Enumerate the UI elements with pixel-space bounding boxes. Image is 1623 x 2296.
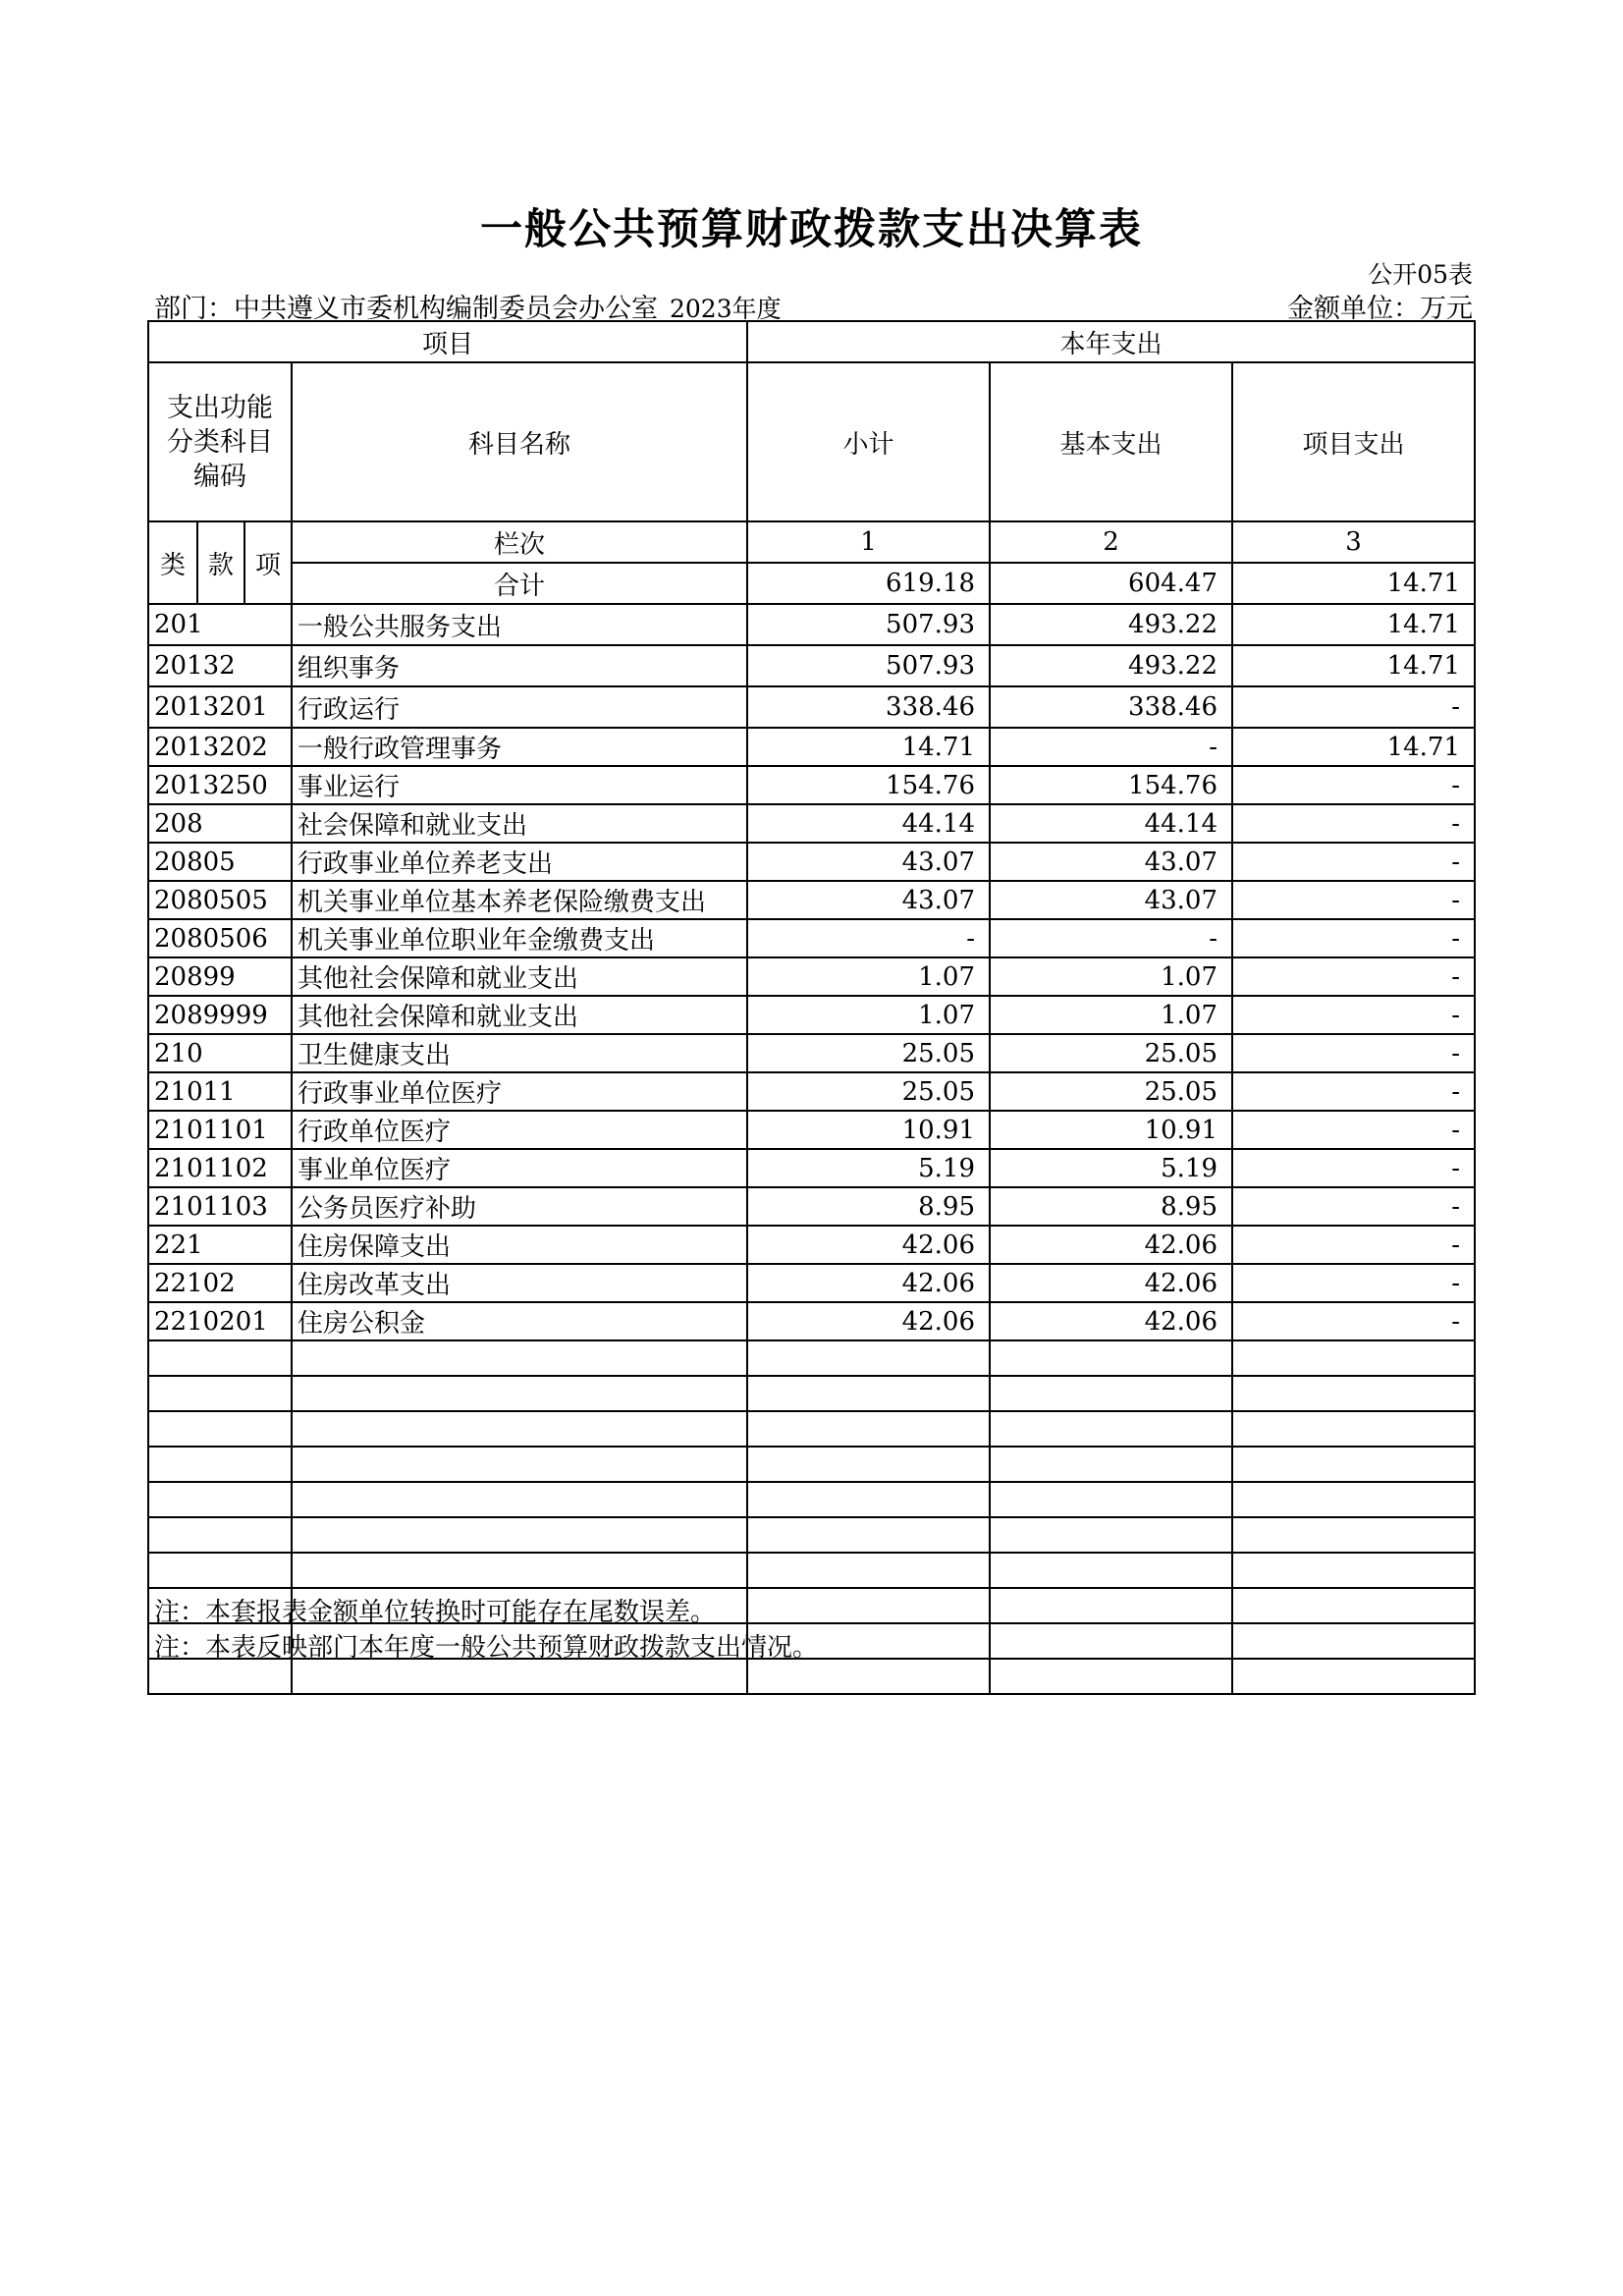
table-row: [148, 957, 1475, 996]
table-row: [148, 881, 1475, 919]
row-code: 20132: [148, 645, 292, 686]
row-name: [292, 1411, 747, 1447]
row-code: 2101102: [148, 1149, 292, 1187]
row-project: [1232, 1340, 1475, 1376]
column-number-label: 栏次: [292, 521, 747, 563]
row-name: [292, 1517, 747, 1553]
row-name: 机关事业单位职业年金缴费支出: [292, 919, 747, 957]
row-code: 208: [148, 804, 292, 843]
table-row: [148, 1553, 1475, 1588]
row-subtotal: 14.71: [747, 728, 990, 766]
row-subtotal: 1.07: [747, 957, 990, 996]
row-subtotal: 10.91: [747, 1111, 990, 1149]
row-name: 一般公共服务支出: [292, 604, 747, 645]
header-basic: 基本支出: [990, 362, 1232, 521]
table-row: [148, 1072, 1475, 1111]
row-code: 20805: [148, 843, 292, 881]
total-subtotal: 619.18: [747, 563, 990, 604]
row-subtotal: 5.19: [747, 1149, 990, 1187]
row-name: 事业运行: [292, 766, 747, 804]
row-project: [1232, 1623, 1475, 1659]
row-subtotal: 25.05: [747, 1072, 990, 1111]
header-item: 项目: [148, 321, 747, 362]
header-subject-name: 科目名称: [292, 362, 747, 521]
table-row: [148, 1226, 1475, 1264]
row-code: [148, 1376, 292, 1411]
row-basic: [990, 1340, 1232, 1376]
row-code: [148, 1340, 292, 1376]
row-name: 行政事业单位养老支出: [292, 843, 747, 881]
row-code: 201: [148, 604, 292, 645]
table-row: [148, 804, 1475, 843]
row-project: [1232, 1447, 1475, 1482]
row-basic: [990, 1659, 1232, 1694]
table-row: [148, 1447, 1475, 1482]
row-subtotal: [747, 1517, 990, 1553]
row-code: [148, 1553, 292, 1588]
row-project: -: [1232, 1264, 1475, 1302]
header-project: 项目支出: [1232, 362, 1475, 521]
fiscal-year: 2023年度: [670, 295, 782, 323]
row-project: -: [1232, 804, 1475, 843]
row-project: -: [1232, 957, 1475, 996]
row-code: 2080506: [148, 919, 292, 957]
row-subtotal: 507.93: [747, 645, 990, 686]
table-row: [148, 1411, 1475, 1447]
header-row-2: [148, 362, 1475, 521]
row-subtotal: 1.07: [747, 996, 990, 1034]
header-row-1: [148, 321, 1475, 362]
row-name: 住房保障支出: [292, 1226, 747, 1264]
total-row: [148, 563, 1475, 604]
row-project: -: [1232, 686, 1475, 728]
expenditure-table: [147, 320, 1476, 1695]
row-project: [1232, 1482, 1475, 1517]
column-number-1: 1: [747, 521, 990, 563]
row-basic: 493.22: [990, 604, 1232, 645]
table-row: [148, 645, 1475, 686]
row-basic: 43.07: [990, 881, 1232, 919]
header-kuan: 款: [197, 521, 244, 604]
row-subtotal: [747, 1376, 990, 1411]
row-project: [1232, 1553, 1475, 1588]
amount-unit: 金额单位：万元: [1287, 294, 1473, 324]
header-func-code: 支出功能分类科目编码: [148, 362, 292, 521]
row-project: -: [1232, 1072, 1475, 1111]
row-project: -: [1232, 1034, 1475, 1072]
row-subtotal: 154.76: [747, 766, 990, 804]
row-name: 住房改革支出: [292, 1264, 747, 1302]
table-row: [148, 1149, 1475, 1187]
row-project: [1232, 1588, 1475, 1623]
header-subtotal: 小计: [747, 362, 990, 521]
header-xiang: 项: [244, 521, 292, 604]
row-basic: 1.07: [990, 957, 1232, 996]
row-subtotal: [747, 1447, 990, 1482]
row-subtotal: [747, 1482, 990, 1517]
table-row: [148, 1340, 1475, 1376]
row-basic: [990, 1376, 1232, 1411]
header-current-year: 本年支出: [747, 321, 1475, 362]
row-name: 行政单位医疗: [292, 1111, 747, 1149]
row-name: 行政运行: [292, 686, 747, 728]
row-subtotal: 8.95: [747, 1187, 990, 1226]
table-row: [148, 1376, 1475, 1411]
row-code: 21011: [148, 1072, 292, 1111]
row-subtotal: 42.06: [747, 1302, 990, 1340]
total-project: 14.71: [1232, 563, 1475, 604]
row-name: 事业单位医疗: [292, 1149, 747, 1187]
row-basic: [990, 1588, 1232, 1623]
column-number-2: 2: [990, 521, 1232, 563]
row-basic: -: [990, 728, 1232, 766]
row-project: [1232, 1659, 1475, 1694]
row-code: [148, 1482, 292, 1517]
row-basic: [990, 1517, 1232, 1553]
row-project: -: [1232, 766, 1475, 804]
row-subtotal: [747, 1411, 990, 1447]
row-project: -: [1232, 843, 1475, 881]
row-code: 2080505: [148, 881, 292, 919]
report-title: 一般公共预算财政拨款支出决算表: [480, 205, 1143, 254]
row-project: -: [1232, 919, 1475, 957]
table-row: [148, 1034, 1475, 1072]
row-name: 其他社会保障和就业支出: [292, 957, 747, 996]
row-project: [1232, 1411, 1475, 1447]
row-project: 14.71: [1232, 728, 1475, 766]
row-subtotal: 25.05: [747, 1034, 990, 1072]
row-name: 机关事业单位基本养老保险缴费支出: [292, 881, 747, 919]
row-basic: -: [990, 919, 1232, 957]
row-project: -: [1232, 1149, 1475, 1187]
row-basic: 42.06: [990, 1302, 1232, 1340]
row-subtotal: 44.14: [747, 804, 990, 843]
row-basic: 10.91: [990, 1111, 1232, 1149]
row-code: 2101103: [148, 1187, 292, 1226]
table-row: [148, 686, 1475, 728]
row-basic: 43.07: [990, 843, 1232, 881]
row-basic: 5.19: [990, 1149, 1232, 1187]
row-name: [292, 1482, 747, 1517]
column-number-3: 3: [1232, 521, 1475, 563]
row-code: 20899: [148, 957, 292, 996]
row-project: -: [1232, 1187, 1475, 1226]
row-name: 一般行政管理事务: [292, 728, 747, 766]
row-code: [148, 1517, 292, 1553]
row-basic: 25.05: [990, 1034, 1232, 1072]
row-project: -: [1232, 1302, 1475, 1340]
row-name: 其他社会保障和就业支出: [292, 996, 747, 1034]
row-basic: [990, 1411, 1232, 1447]
column-number-row: [148, 521, 1475, 563]
total-label: 合计: [292, 563, 747, 604]
row-subtotal: 42.06: [747, 1226, 990, 1264]
row-project: 14.71: [1232, 604, 1475, 645]
row-basic: [990, 1447, 1232, 1482]
table-row: [148, 1111, 1475, 1149]
row-project: -: [1232, 1111, 1475, 1149]
row-code: 2013201: [148, 686, 292, 728]
row-basic: 154.76: [990, 766, 1232, 804]
row-subtotal: 338.46: [747, 686, 990, 728]
row-code: [148, 1447, 292, 1482]
row-name: 组织事务: [292, 645, 747, 686]
row-name: [292, 1447, 747, 1482]
row-basic: [990, 1553, 1232, 1588]
table-row: [148, 728, 1475, 766]
row-name: 住房公积金: [292, 1302, 747, 1340]
row-subtotal: 43.07: [747, 843, 990, 881]
row-subtotal: 507.93: [747, 604, 990, 645]
table-row: [148, 1187, 1475, 1226]
table-row: [148, 1264, 1475, 1302]
row-basic: 1.07: [990, 996, 1232, 1034]
form-number: 公开05表: [1368, 260, 1473, 289]
note-2: 注：本表反映部门本年度一般公共预算财政拨款支出情况。: [154, 1633, 819, 1663]
table-row: [148, 766, 1475, 804]
table-row: [148, 996, 1475, 1034]
table-row: [148, 604, 1475, 645]
row-name: [292, 1553, 747, 1588]
department-label: 部门：中共遵义市委机构编制委员会办公室: [154, 294, 658, 324]
total-basic: 604.47: [990, 563, 1232, 604]
table-row: [148, 1302, 1475, 1340]
row-name: 卫生健康支出: [292, 1034, 747, 1072]
table-row: [148, 843, 1475, 881]
row-code: 221: [148, 1226, 292, 1264]
row-code: 2089999: [148, 996, 292, 1034]
row-project: [1232, 1376, 1475, 1411]
row-basic: 44.14: [990, 804, 1232, 843]
row-basic: 493.22: [990, 645, 1232, 686]
row-code: 2210201: [148, 1302, 292, 1340]
row-code: 22102: [148, 1264, 292, 1302]
row-code: [148, 1411, 292, 1447]
table-row: [148, 919, 1475, 957]
row-subtotal: [747, 1553, 990, 1588]
header-lei: 类: [148, 521, 197, 604]
row-project: -: [1232, 881, 1475, 919]
row-name: [292, 1376, 747, 1411]
row-code: 2101101: [148, 1111, 292, 1149]
row-basic: 338.46: [990, 686, 1232, 728]
row-name: 行政事业单位医疗: [292, 1072, 747, 1111]
row-name: [292, 1340, 747, 1376]
row-basic: 8.95: [990, 1187, 1232, 1226]
row-code: 2013250: [148, 766, 292, 804]
row-project: -: [1232, 996, 1475, 1034]
row-basic: 42.06: [990, 1264, 1232, 1302]
row-subtotal: -: [747, 919, 990, 957]
row-subtotal: [747, 1340, 990, 1376]
row-basic: [990, 1482, 1232, 1517]
table-row: [148, 1517, 1475, 1553]
row-code: 2013202: [148, 728, 292, 766]
note-1: 注：本套报表金额单位转换时可能存在尾数误差。: [154, 1598, 717, 1627]
row-name: 社会保障和就业支出: [292, 804, 747, 843]
table-row: [148, 1482, 1475, 1517]
row-project: -: [1232, 1226, 1475, 1264]
row-subtotal: 42.06: [747, 1264, 990, 1302]
row-basic: [990, 1623, 1232, 1659]
notes: [154, 1595, 818, 1666]
row-project: [1232, 1517, 1475, 1553]
row-basic: 42.06: [990, 1226, 1232, 1264]
row-subtotal: 43.07: [747, 881, 990, 919]
row-code: 210: [148, 1034, 292, 1072]
row-name: 公务员医疗补助: [292, 1187, 747, 1226]
row-project: 14.71: [1232, 645, 1475, 686]
row-basic: 25.05: [990, 1072, 1232, 1111]
